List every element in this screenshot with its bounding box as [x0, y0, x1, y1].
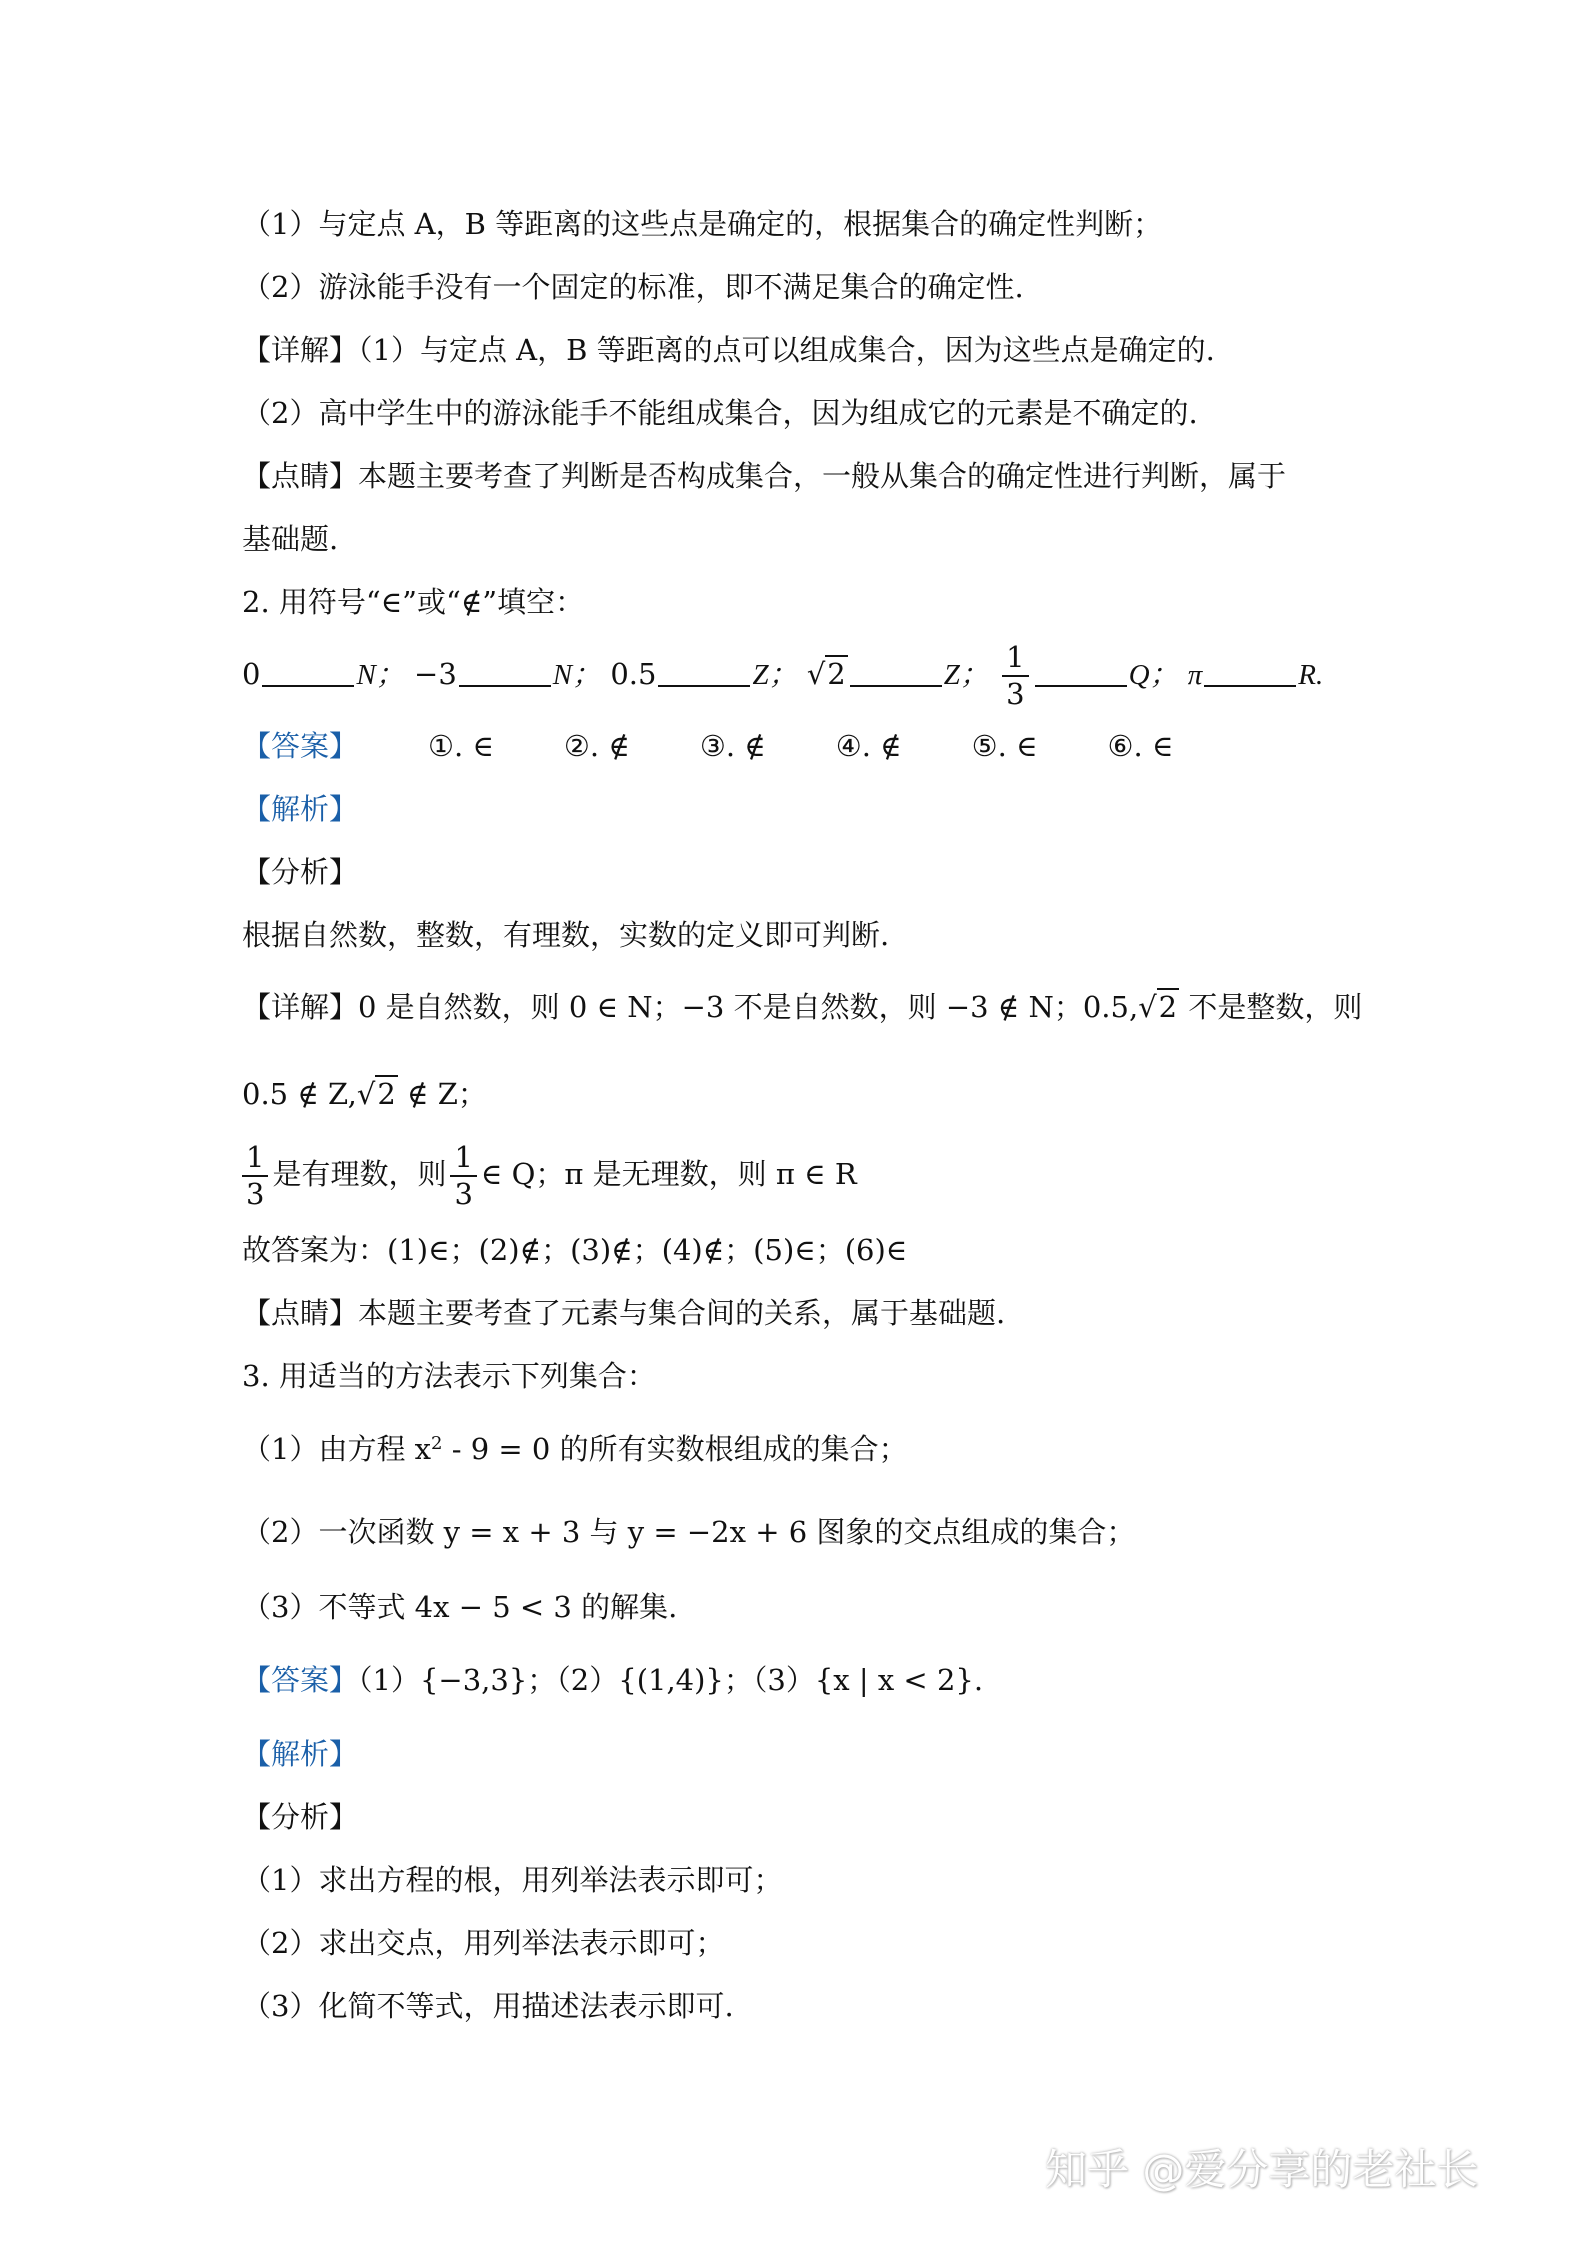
- q3-fenxi-3: （3）化简不等式，用描述法表示即可.: [242, 1989, 734, 2023]
- q2-detail-b: [242, 1077, 487, 1112]
- q3-item-1-head: （1）由方程 x: [242, 1432, 432, 1466]
- sqrt-radicand: 2: [1158, 990, 1178, 1024]
- q2-fill-line: [242, 640, 1323, 712]
- fraction: [1002, 640, 1028, 712]
- answer-blank: [459, 685, 551, 687]
- q2-jiexi-tag: 【解析】: [242, 792, 359, 826]
- sqrt-radicand: 2: [377, 1077, 396, 1111]
- q2-item-2: −3: [414, 656, 457, 691]
- answer-item: ④. ∉: [835, 729, 902, 763]
- set-symbol: N；: [356, 658, 405, 691]
- answer-tag: 【答案】: [242, 729, 359, 763]
- q2-detail-b-head: 0.5 ∉ Z,: [242, 1077, 357, 1111]
- q2-fenxi-tag: 【分析】: [242, 855, 359, 889]
- q3-answer-line: [242, 1663, 983, 1698]
- q2-item-6: π: [1187, 658, 1203, 691]
- comment-tag: 【点睛】: [242, 459, 359, 493]
- q2-detail-c: [242, 1140, 857, 1212]
- q1-comment-1-text: 本题主要考查了判断是否构成集合，一般从集合的确定性进行判断，属于: [358, 459, 1287, 493]
- fraction-denominator: 3: [242, 1175, 268, 1212]
- q1-detail-1: [242, 333, 1215, 368]
- answer-blank: [850, 685, 942, 687]
- q3-stem: 3. 用适当的方法表示下列集合：: [242, 1359, 656, 1393]
- q2-detail-a-text: 0 是自然数，则 0 ∈ N；−3 不是自然数，则 −3 ∉ N；0.5,: [358, 990, 1139, 1024]
- comment-tag: 【点睛】: [242, 1296, 359, 1330]
- q2-detail-a: [242, 990, 1362, 1025]
- answer-item: ①. ∈: [428, 729, 494, 763]
- detail-tag: 【详解】: [242, 990, 359, 1024]
- set-symbol: Z；: [752, 658, 798, 691]
- answer-tag: 【答案】: [242, 1663, 359, 1697]
- q3-jiexi-tag: 【解析】: [242, 1737, 359, 1771]
- sqrt-expression: √2: [1138, 990, 1178, 1024]
- q1-detail-1-text: （1）与定点 A，B 等距离的点可以组成集合，因为这些点是确定的.: [358, 333, 1215, 367]
- set-symbol: Q；: [1128, 658, 1179, 691]
- q2-comment: [242, 1296, 1005, 1331]
- set-symbol: Z；: [943, 658, 989, 691]
- q1-detail-2: （2）高中学生中的游泳能手不能组成集合，因为组成它的元素是不确定的.: [242, 396, 1198, 430]
- q2-answer-line: [242, 729, 1173, 764]
- exponent: 2: [431, 1433, 443, 1454]
- set-symbol: R.: [1298, 658, 1324, 691]
- q1-analysis-2: （2）游泳能手没有一个固定的标准，即不满足集合的确定性.: [242, 270, 1024, 304]
- sqrt-expression: √2: [356, 1077, 396, 1111]
- sqrt-expression: √2: [806, 656, 846, 691]
- fraction: [242, 1140, 268, 1212]
- q3-answer-text: （1）{−3,3}；（2）{(1,4)}；（3）{x | x < 2}.: [358, 1663, 984, 1697]
- fraction-denominator: 3: [450, 1175, 476, 1212]
- q2-comment-text: 本题主要考查了元素与集合间的关系，属于基础题.: [358, 1296, 1006, 1330]
- q3-item-2: （2）一次函数 y = x + 3 与 y = −2x + 6 图象的交点组成的集合；: [242, 1515, 1136, 1549]
- q2-detail-c-mid: 是有理数，则: [272, 1156, 447, 1191]
- q3-item-1: [242, 1432, 908, 1467]
- fraction-numerator: 1: [454, 1140, 473, 1174]
- q3-item-1-tail: - 9 = 0 的所有实数根组成的集合；: [442, 1432, 908, 1466]
- detail-tag: 【详解】: [242, 333, 359, 367]
- q2-detail-c-tail: ∈ Q；π 是无理数，则 π ∈ R: [480, 1156, 857, 1191]
- answer-item: ⑤. ∈: [971, 729, 1038, 763]
- q2-stem: 2. 用符号“∈”或“∉”填空：: [242, 585, 585, 619]
- q1-comment-1: [242, 459, 1286, 494]
- fraction: [450, 1140, 476, 1212]
- answer-item: ②. ∉: [563, 729, 630, 763]
- q3-fenxi-1: （1）求出方程的根，用列举法表示即可；: [242, 1863, 783, 1897]
- fraction-numerator: 1: [246, 1140, 265, 1174]
- answer-item: ③. ∉: [699, 729, 766, 763]
- q2-item-3: 0.5: [610, 656, 657, 691]
- q2-detail-a-tail: 不是整数，则: [1188, 990, 1363, 1024]
- q1-comment-2: 基础题.: [242, 522, 339, 556]
- answer-blank: [1035, 685, 1127, 687]
- answer-item: ⑥. ∈: [1107, 729, 1174, 763]
- sqrt-radicand: 2: [827, 656, 846, 691]
- answer-blank: [658, 685, 750, 687]
- q2-conclusion: 故答案为：(1)∈；(2)∉；(3)∉；(4)∉；(5)∈；(6)∈: [242, 1233, 908, 1267]
- zhihu-watermark: 知乎 @爱分享的老社长: [1045, 2145, 1479, 2194]
- fraction-numerator: 1: [1006, 640, 1025, 674]
- q2-detail-b-tail: ∉ Z；: [407, 1077, 487, 1111]
- q2-fenxi-text: 根据自然数，整数，有理数，实数的定义即可判断.: [242, 918, 890, 952]
- q3-item-3: （3）不等式 4x − 5 < 3 的解集.: [242, 1590, 678, 1624]
- q3-fenxi-2: （2）求出交点，用列举法表示即可；: [242, 1926, 725, 1960]
- answer-blank: [262, 685, 354, 687]
- set-symbol: N；: [552, 658, 602, 691]
- fraction-denominator: 3: [1002, 675, 1028, 712]
- answer-blank: [1204, 685, 1296, 687]
- q1-analysis-1: （1）与定点 A，B 等距离的这些点是确定的，根据集合的确定性判断；: [242, 207, 1163, 241]
- q3-fenxi-tag: 【分析】: [242, 1800, 359, 1834]
- q2-item-1: 0: [242, 656, 261, 691]
